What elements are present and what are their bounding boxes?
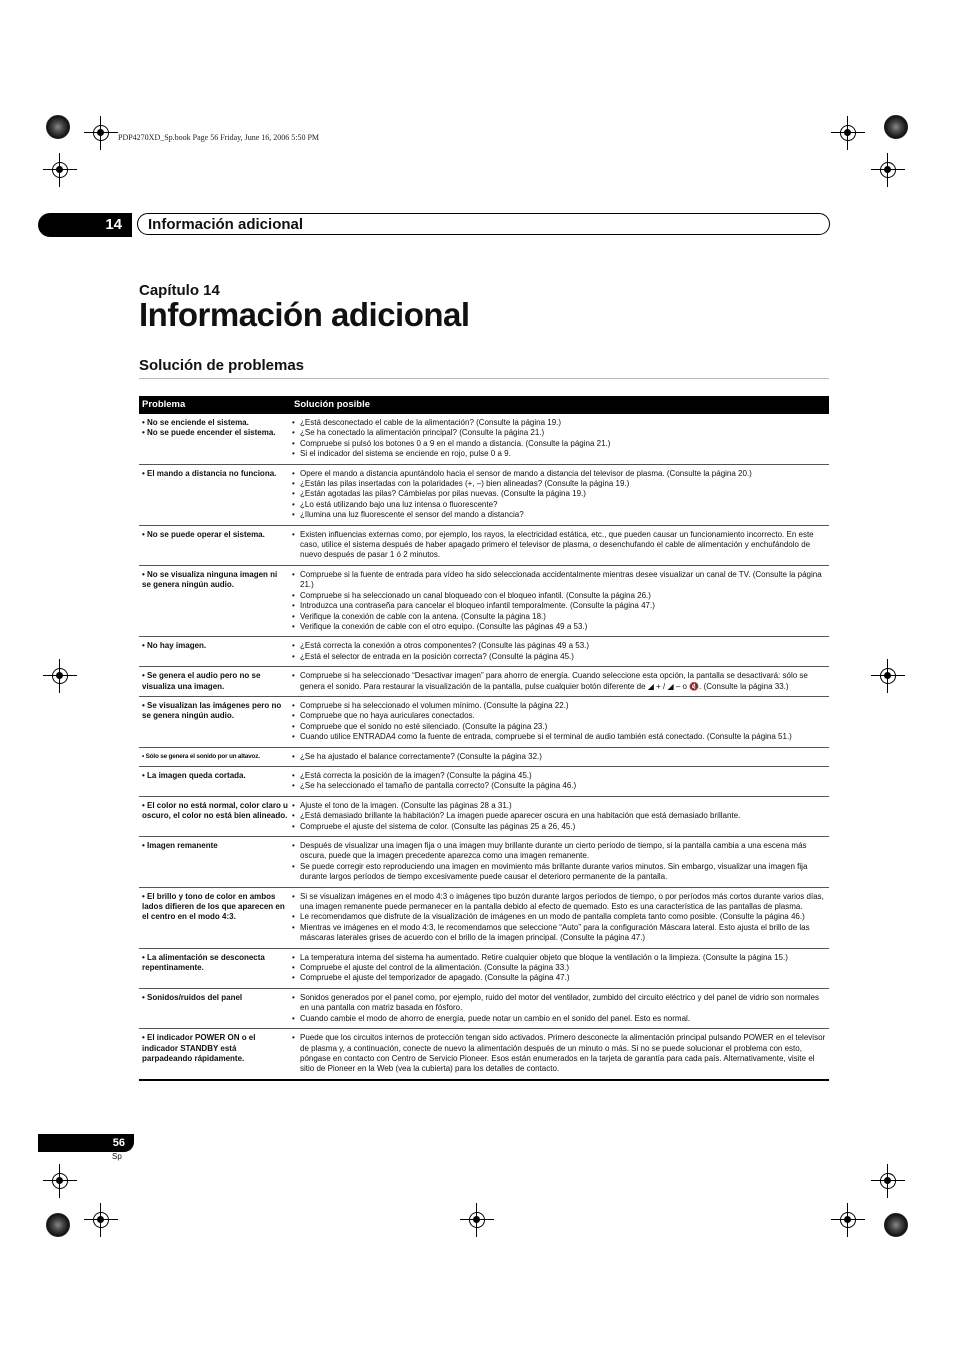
problem-text: • Imagen remanente xyxy=(142,841,218,850)
table-row xyxy=(139,748,829,767)
color-target-icon xyxy=(46,115,70,139)
registration-mark-icon xyxy=(871,659,905,693)
solution-cell xyxy=(291,414,829,464)
solution-item: • ¿Está correcta la conexión a otros componentes? (Consulte las páginas 49 a 53.) xyxy=(291,641,829,651)
solution-item: • Si se visualizan imágenes en el modo 4:3 o imágenes tipo buzón durante largos períodos de tiempo, o por períodos más cortos durante varios días, una imagen remanente puede permanecer en la pantalla debido al efecto de quemado. Esto es una característica de las pantallas de plasma. xyxy=(291,892,829,913)
page-title: Información adicional xyxy=(139,296,470,333)
color-target-icon xyxy=(884,115,908,139)
table-body xyxy=(139,414,829,1081)
registration-mark-icon xyxy=(871,1164,905,1198)
table-row xyxy=(139,767,829,797)
registration-mark-icon xyxy=(43,153,77,187)
solution-item: • Compruebe si pulsó los botones 0 a 9 en el mando a distancia. (Consulte la página 21.) xyxy=(291,439,829,449)
table-row xyxy=(139,697,829,748)
solution-item: • ¿Lo está utilizando bajo una luz intensa o fluorescente? xyxy=(291,500,829,510)
solution-item: • ¿Está correcta la posición de la imagen? (Consulte la página 45.) xyxy=(291,771,829,781)
solution-item: • Compruebe el ajuste del temporizador de apagado. (Consulte la página 47.) xyxy=(291,973,829,983)
solution-item: • ¿Está demasiado brillante la habitación? La imagen puede aparecer oscura en una habitación que está demasiado brillante. xyxy=(291,811,829,821)
problem-cell xyxy=(139,989,291,1028)
solution-cell xyxy=(291,989,829,1028)
solution-cell xyxy=(291,1029,829,1079)
solution-item: • ¿Se ha conectado la alimentación principal? (Consulte la página 21.) xyxy=(291,428,829,438)
section-title: Solución de problemas xyxy=(139,357,305,374)
chapter-number-tab: 14 xyxy=(38,213,132,237)
problem-cell xyxy=(139,697,291,747)
solution-item: • ¿Están agotadas las pilas? Cámbielas por pilas nuevas. (Consulte la página 19.) xyxy=(291,489,829,499)
registration-mark-icon xyxy=(831,1203,865,1237)
solution-item: • Compruebe si ha seleccionado “Desactivar imagen” para ahorro de energía. Cuando seleccione esta opción, la pantalla se desactivará: sólo se genera el sonido. Para restaurar la visualización de la pantalla, pulse cualquier botón diferente de ◢ + / ◢ – o 🔇. (Consulte la página 33.) xyxy=(291,671,829,692)
file-info: PDP4270XD_Sp.book Page 56 Friday, June 16, 2006 5:50 PM xyxy=(118,133,320,142)
solution-item: • Compruebe si la fuente de entrada para vídeo ha sido seleccionada accidentalmente mientras desee visualizar un canal de TV. (Consulte la página 21.) xyxy=(291,570,829,591)
solution-item: • Puede que los circuitos internos de protección tengan sido activados. Primero desconecte la alimentación principal pulsando POWER en el televisor de plasma y, a continuación, conecte de nuevo la alimentación después de un minuto o más. Si no se puede solucionar el problema con esto, póngase en contacto con Centro de Servicio Pioneer. Esos están enumerados en la tarjeta de garantía para cada país. Alternativamente, visite el sitio de Pioneer en la Web (vea la cubierta) para los detalles de contacto. xyxy=(291,1033,829,1075)
problem-text: • No se enciende el sistema. xyxy=(142,418,249,427)
table-row xyxy=(139,949,829,989)
solution-item: • ¿Están las pilas insertadas con la polaridades (+, –) bien alineadas? (Consulte la página 19.) xyxy=(291,479,829,489)
problem-text: • El mando a distancia no funciona. xyxy=(142,468,277,478)
column-header-problem: Problema xyxy=(142,398,186,410)
solution-item: • Cuando cambie el modo de ahorro de energía, puede notar un cambio en el sonido del panel. Esto es normal. xyxy=(291,1014,829,1024)
table-row xyxy=(139,797,829,837)
table-row xyxy=(139,566,829,637)
problem-cell xyxy=(139,414,291,464)
problem-cell xyxy=(139,526,291,565)
chapter-header xyxy=(38,213,830,237)
page-number: 56 xyxy=(38,1134,134,1152)
solution-item: • Se puede corregir esto reproduciendo una imagen en movimiento más brillante durante varios minutos. Sin embargo, visualizar una imagen fija durante largos períodos de tiempo excesivamente puede causar el deterioro permanente de la pantalla. xyxy=(291,862,829,883)
solution-item: • Cuando utilice ENTRADA4 como la fuente de entrada, compruebe si el terminal de audio también está conectado. (Consulte la página 51.) xyxy=(291,732,829,742)
solution-cell xyxy=(291,949,829,988)
chapter-header-title: Información adicional xyxy=(137,213,830,235)
problem-cell xyxy=(139,837,291,887)
table-row xyxy=(139,1029,829,1081)
solution-item: • ¿Está desconectado el cable de la alimentación? (Consulte la página 19.) xyxy=(291,418,829,428)
solution-item: • La temperatura interna del sistema ha aumentado. Retire cualquier objeto que bloque la ventilación o la limpieza. (Consulte la página 15.) xyxy=(291,953,829,963)
solution-item: • ¿Se ha ajustado el balance correctamente? (Consulte la página 32.) xyxy=(291,752,829,762)
solution-cell xyxy=(291,797,829,836)
registration-mark-icon xyxy=(43,1164,77,1198)
solution-item: • Si el indicador del sistema se enciende en rojo, pulse 0 a 9. xyxy=(291,449,829,459)
problem-text: • El color no está normal, color claro u oscuro, el color no está bien alineado. xyxy=(142,800,288,821)
solution-cell xyxy=(291,526,829,565)
problem-cell xyxy=(139,767,291,796)
table-row xyxy=(139,888,829,949)
solution-item: • Existen influencias externas como, por ejemplo, los rayos, la electricidad estática, etc., que pueden causar un funcionamiento incorrecto. En este caso, utilice el sistema después de haber apagado primero el televisor de plasma, o desenchufando el cable de alimentación y enchufándolo de nuevo después de pasar 1 ó 2 minutos. xyxy=(291,530,829,561)
problem-text: • Se visualizan las imágenes pero no se genera ningún audio. xyxy=(142,700,282,721)
problem-cell xyxy=(139,566,291,636)
table-row xyxy=(139,837,829,888)
solution-item: • Sonidos generados por el panel como, por ejemplo, ruido del motor del ventilador, zumbido del circuito eléctrico y del panel de vidrio son normales en una pantalla con matriz basada en fósforo. xyxy=(291,993,829,1014)
solution-item: • Verifique la conexión de cable con el otro equipo. (Consulte las páginas 49 a 53.) xyxy=(291,622,829,632)
solution-item: • Compruebe que no haya auriculares conectados. xyxy=(291,711,829,721)
solution-cell xyxy=(291,667,829,696)
solution-cell xyxy=(291,697,829,747)
solution-item: • ¿Ilumina una luz fluorescente el sensor del mando a distancia? xyxy=(291,510,829,520)
chapter-label: Capítulo 14 xyxy=(139,282,220,299)
problem-text: • No hay imagen. xyxy=(142,641,207,651)
problem-text: • El brillo y tono de color en ambos lados difieren de los que aparecen en el centro en el modo 4:3. xyxy=(142,891,285,922)
solution-item: • Compruebe que el sonido no esté silenciado. (Consulte la página 23.) xyxy=(291,722,829,732)
problem-cell xyxy=(139,748,291,766)
registration-mark-icon xyxy=(460,1203,494,1237)
solution-item: • Introduzca una contraseña para cancelar el bloqueo infantil temporalmente. (Consulte la página 47.) xyxy=(291,601,829,611)
problem-cell xyxy=(139,797,291,836)
column-header-solution: Solución posible xyxy=(294,398,371,410)
problem-text: • Se genera el audio pero no se visualiza una imagen. xyxy=(142,671,261,691)
problem-text: • Sonidos/ruidos del panel xyxy=(142,992,243,1002)
solution-cell xyxy=(291,767,829,796)
table-row xyxy=(139,414,829,465)
solution-cell xyxy=(291,748,829,766)
table-row xyxy=(139,526,829,566)
table-row xyxy=(139,637,829,667)
problem-cell xyxy=(139,1029,291,1079)
table-row xyxy=(139,989,829,1029)
troubleshooting-table xyxy=(139,396,829,1081)
registration-mark-icon xyxy=(831,116,865,150)
solution-item: • Ajuste el tono de la imagen. (Consulte las páginas 28 a 31.) xyxy=(291,801,829,811)
problem-cell xyxy=(139,949,291,988)
problem-cell xyxy=(139,667,291,696)
solution-cell xyxy=(291,888,829,948)
solution-item: • Compruebe el ajuste del control de la alimentación. (Consulte la página 33.) xyxy=(291,963,829,973)
page-language: Sp xyxy=(112,1152,122,1161)
color-target-icon xyxy=(884,1213,908,1237)
solution-item: • Mientras ve imágenes en el modo 4:3, le recomendamos que seleccione “Auto” para la configuración Máscara lateral. Esto ajusta el brillo de las máscaras laterales grises de acuerdo con el brillo de la imagen principal. (Consulte la página 47.) xyxy=(291,923,829,944)
table-header xyxy=(139,396,829,414)
color-target-icon xyxy=(46,1213,70,1237)
problem-cell xyxy=(139,637,291,666)
registration-mark-icon xyxy=(84,116,118,150)
problem-cell xyxy=(139,888,291,948)
solution-cell xyxy=(291,837,829,887)
table-row xyxy=(139,465,829,526)
solution-item: • Le recomendamos que disfrute de la visualización de imágenes en un modo de pantalla completa tanto como posible. (Consulte la página 46.) xyxy=(291,912,829,922)
table-row xyxy=(139,667,829,697)
solution-item: • ¿Está el selector de entrada en la posición correcta? (Consulte la página 45.) xyxy=(291,652,829,662)
solution-cell xyxy=(291,637,829,666)
section-divider xyxy=(139,378,829,379)
problem-text: • El indicador POWER ON o el indicador STANDBY está parpadeando rápidamente. xyxy=(142,1033,256,1063)
solution-item: • Compruebe si ha seleccionado un canal bloqueado con el bloqueo infantil. (Consulte la página 26.) xyxy=(291,591,829,601)
problem-text: • La imagen queda cortada. xyxy=(142,770,246,780)
solution-cell xyxy=(291,566,829,636)
solution-item: • ¿Se ha seleccionado el tamaño de pantalla correcto? (Consulte la página 46.) xyxy=(291,781,829,791)
problem-text: • No se puede operar el sistema. xyxy=(142,529,265,539)
problem-text: • No se visualiza ninguna imagen ni se genera ningún audio. xyxy=(142,569,278,590)
solution-item: • Opere el mando a distancia apuntándolo hacia el sensor de mando a distancia del televisor de plasma. (Consulte la página 20.) xyxy=(291,469,829,479)
registration-mark-icon xyxy=(871,153,905,187)
solution-cell xyxy=(291,465,829,525)
solution-item: • Compruebe si ha seleccionado el volumen mínimo. (Consulte la página 22.) xyxy=(291,701,829,711)
solution-item: • Compruebe el ajuste del sistema de color. (Consulte las páginas 25 a 26, 45.) xyxy=(291,822,829,832)
problem-cell xyxy=(139,465,291,525)
solution-item: • Después de visualizar una imagen fija o una imagen muy brillante durante un cierto período de tiempo, si la pantalla cambia a una escena más oscura, puede que la imagen precedente aparezca como una imagen remanente. xyxy=(291,841,829,862)
registration-mark-icon xyxy=(43,659,77,693)
problem-text: • Sólo se genera el sonido por un altavoz. xyxy=(142,752,260,760)
problem-text: • No se puede encender el sistema. xyxy=(142,428,276,438)
registration-mark-icon xyxy=(84,1203,118,1237)
problem-text: • La alimentación se desconecta repentinamente. xyxy=(142,952,265,973)
solution-item: • Verifique la conexión de cable con la antena. (Consulte la página 18.) xyxy=(291,612,829,622)
